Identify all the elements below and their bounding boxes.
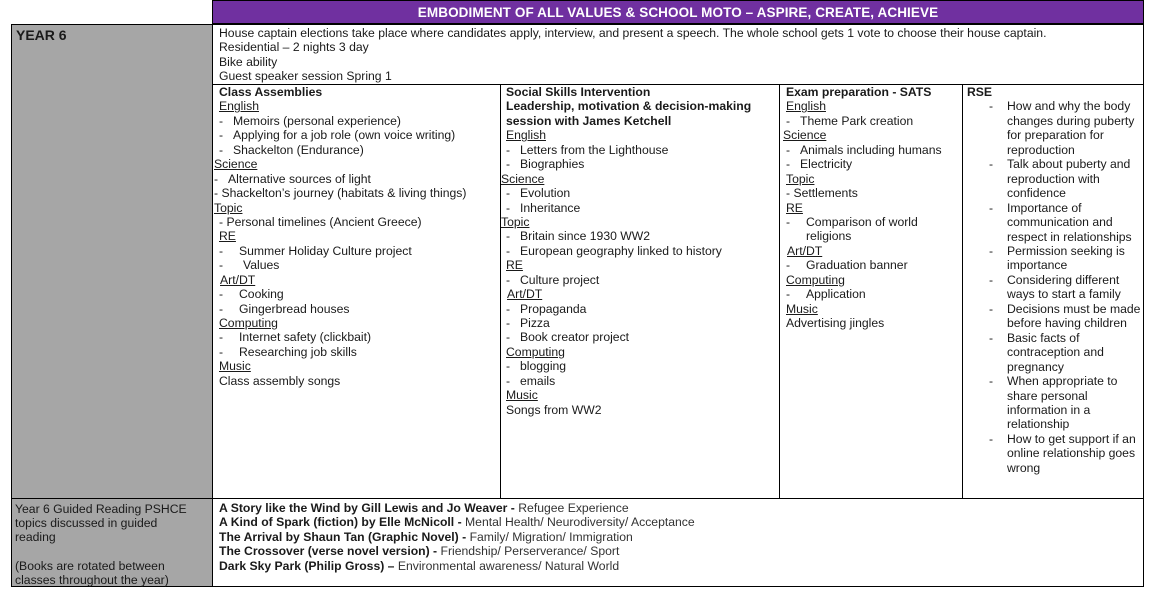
subject-heading: English: [506, 128, 546, 143]
book-row: [219, 530, 1143, 544]
list-item: Songs from WW2: [506, 402, 602, 417]
subject-heading: Topic: [786, 171, 815, 186]
intro-cell: [212, 24, 1144, 85]
list-item: Electricity: [800, 157, 853, 172]
book-row: [219, 515, 1143, 529]
subject-heading: English: [786, 99, 826, 114]
list-item: Talk about puberty and reproduction with confidence: [1007, 157, 1131, 201]
column-title: RSE: [967, 85, 993, 99]
book-title: The Arrival by Shaun Tan (Graphic Novel) -: [219, 529, 467, 544]
list-item: Permission seeking is importance: [1007, 243, 1125, 273]
subject-heading: RE: [786, 200, 803, 215]
list-item: Researching job skills: [239, 344, 357, 359]
list-item: Comparison of world: [806, 214, 918, 229]
book-title: A Story like the Wind by Gill Lewis and Jo Weaver -: [219, 501, 515, 515]
list-item: - Settlements: [786, 186, 858, 201]
list-item: Inheritance: [520, 200, 581, 215]
subject-heading: Science: [214, 157, 258, 172]
list-item: Shackelton (Endurance): [233, 142, 364, 157]
book-title: Dark Sky Park (Philip Gross) –: [219, 558, 395, 573]
subject-heading: Science: [501, 171, 545, 186]
list-item: Theme Park creation: [800, 113, 914, 128]
list-item: Application: [806, 287, 866, 302]
label-line: (Books are rotated between: [15, 558, 165, 573]
book-title: The Crossover (verse novel version) -: [219, 544, 438, 559]
list-item: Importance of communication and respect in relationships: [1007, 200, 1132, 244]
list-item: Summer Holiday Culture project: [239, 243, 412, 258]
column-title: session with James Ketchell: [506, 113, 672, 128]
list-item: Class assembly songs: [219, 373, 341, 388]
subject-heading: Art/DT: [787, 243, 823, 258]
subject-heading: Music: [219, 359, 251, 374]
list-item: Evolution: [520, 186, 571, 201]
book-topics: Mental Health/ Neurodiversity/ Acceptance: [465, 515, 695, 530]
book-topics: Family/ Migration/ Immigration: [469, 529, 633, 544]
column-class-assemblies: Class Assemblies English - Memoirs (personal experience) - Applying for a job role (own voice writing) - Shackelton (Endurance) Science - Alternative sources of light - Shackelton’s journey (habitats & living things) Topic - Personal timelines (Ancient Greece) RE - Summer Holiday Culture project - Values Art/DT - Cooking - Gingerbread houses Computing - Internet safety (clickbait) - Researching job skills Music Class assembly songs: [212, 84, 501, 499]
list-item: - Personal timelines (Ancient Greece): [219, 214, 422, 229]
subject-heading: RE: [219, 229, 236, 244]
subject-heading: Computing: [219, 316, 278, 330]
list-item: - Shackelton’s journey (habitats & living things): [214, 186, 467, 201]
list-item: European geography linked to history: [520, 243, 722, 258]
column-title: Class Assemblies: [219, 85, 323, 99]
list-item: Culture project: [520, 272, 600, 287]
list-item: Considering different ways to start a family: [1007, 272, 1121, 302]
list-item: emails: [520, 373, 556, 388]
column-social-skills: Social Skills Intervention Leadership, motivation & decision-making session with James Ketchell English - Letters from the Lighthouse - Biographies Science - Evolution - Inheritance Topic - Britain since 1930 WW2 - European geography linked to history RE - Culture project Art/DT - Propaganda - Pizza - Book creator project Computing - blogging - emails Music Songs from WW2: [500, 84, 780, 499]
list-item: Decisions must be made before having children: [1007, 301, 1141, 331]
intro-line: Bike ability: [219, 54, 278, 69]
list-item: Internet safety (clickbait): [239, 330, 372, 345]
label-line: classes throughout the year): [15, 573, 169, 587]
subject-heading: Music: [786, 301, 818, 316]
label-line: Year 6 Guided Reading PSHCE: [15, 502, 187, 516]
list-item: How and why the body changes during puberty for preparation for reproduction: [1007, 99, 1135, 157]
column-title: Exam preparation - SATS: [786, 85, 932, 99]
label-line: reading: [15, 530, 56, 545]
list-item: Graduation banner: [806, 258, 908, 273]
list-item: Memoirs (personal experience): [233, 113, 401, 128]
list-item: Values: [243, 258, 280, 273]
list-item: Gingerbread houses: [239, 301, 350, 316]
subject-heading: English: [219, 99, 259, 114]
list-item: Applying for a job role (own voice writing): [233, 128, 456, 143]
column-rse: RSE - How and why the body changes during puberty for preparation for reproduction - Talk about puberty and reproduction with confidence - Importance of communication and respect in relationships - Permission seeking is importance - Considering different ways to start a family - Decisions must be made before having children - Basic facts of contraception and pregnancy - When appropriate to share personal information in a relationship - How to get support if an online relationship goes wrong: [962, 84, 1144, 499]
subject-heading: Topic: [214, 200, 243, 215]
guided-reading-label: [11, 498, 213, 587]
label-line: [15, 545, 212, 559]
book-topics: Refugee Experience: [518, 501, 629, 515]
intro-line: Guest speaker session Spring 1: [219, 68, 392, 83]
list-item: Propaganda: [520, 301, 587, 316]
list-item: How to get support if an online relationship goes wrong: [1007, 431, 1136, 475]
subject-heading: Computing: [786, 272, 845, 287]
list-item: blogging: [520, 359, 567, 374]
book-topics: Friendship/ Perserverance/ Sport: [440, 544, 620, 559]
list-item: Animals including humans: [800, 142, 942, 157]
list-item: When appropriate to share personal information in a relationship: [1007, 374, 1118, 432]
intro-line: House captain elections take place where candidates apply, interview, and present a speech. The whole school gets 1 vote to choose their house captain.: [219, 26, 1047, 40]
book-row: [219, 559, 1143, 573]
list-item: religions: [806, 229, 852, 244]
year-label: YEAR 6: [16, 27, 67, 43]
column-title: Leadership, motivation & decision-making: [506, 99, 752, 114]
page-title: EMBODIMENT OF ALL VALUES & SCHOOL MOTO – ASPIRE, CREATE, ACHIEVE: [212, 0, 1144, 24]
list-item: Alternative sources of light: [228, 171, 371, 186]
subject-heading: Topic: [501, 214, 530, 229]
intro-line: Residential – 2 nights 3 day: [219, 40, 369, 55]
column-exam-preparation: Exam preparation - SATS English - Theme Park creation Science - Animals including humans - Electricity Topic - Settlements RE - Comparison of world religions Art/DT - Graduation banner Computing - Application Music Advertising jingles: [779, 84, 963, 499]
subject-heading: Art/DT: [507, 287, 543, 302]
book-row: [219, 501, 1143, 515]
list-item: Cooking: [239, 287, 284, 302]
column-title: Social Skills Intervention: [506, 85, 651, 99]
book-topics: Environmental awareness/ Natural World: [397, 558, 620, 573]
list-item: Britain since 1930 WW2: [520, 229, 651, 244]
year-cell: [11, 24, 213, 499]
list-item: Book creator project: [520, 330, 630, 345]
subject-heading: RE: [506, 258, 523, 273]
list-item: Basic facts of contraception and pregnancy: [1007, 330, 1104, 374]
subject-heading: Art/DT: [220, 272, 256, 287]
subject-heading: Music: [506, 388, 538, 403]
list-item: Pizza: [520, 316, 550, 330]
list-item: Letters from the Lighthouse: [520, 142, 669, 157]
subject-heading: Computing: [506, 344, 565, 359]
list-item: Biographies: [520, 157, 585, 172]
subject-heading: Science: [783, 128, 827, 143]
label-line: topics discussed in guided: [15, 516, 158, 531]
book-title: A Kind of Spark (fiction) by Elle McNicoll -: [219, 515, 462, 530]
guided-reading-books: [212, 498, 1144, 587]
book-row: [219, 544, 1143, 558]
list-item: Advertising jingles: [786, 316, 885, 330]
